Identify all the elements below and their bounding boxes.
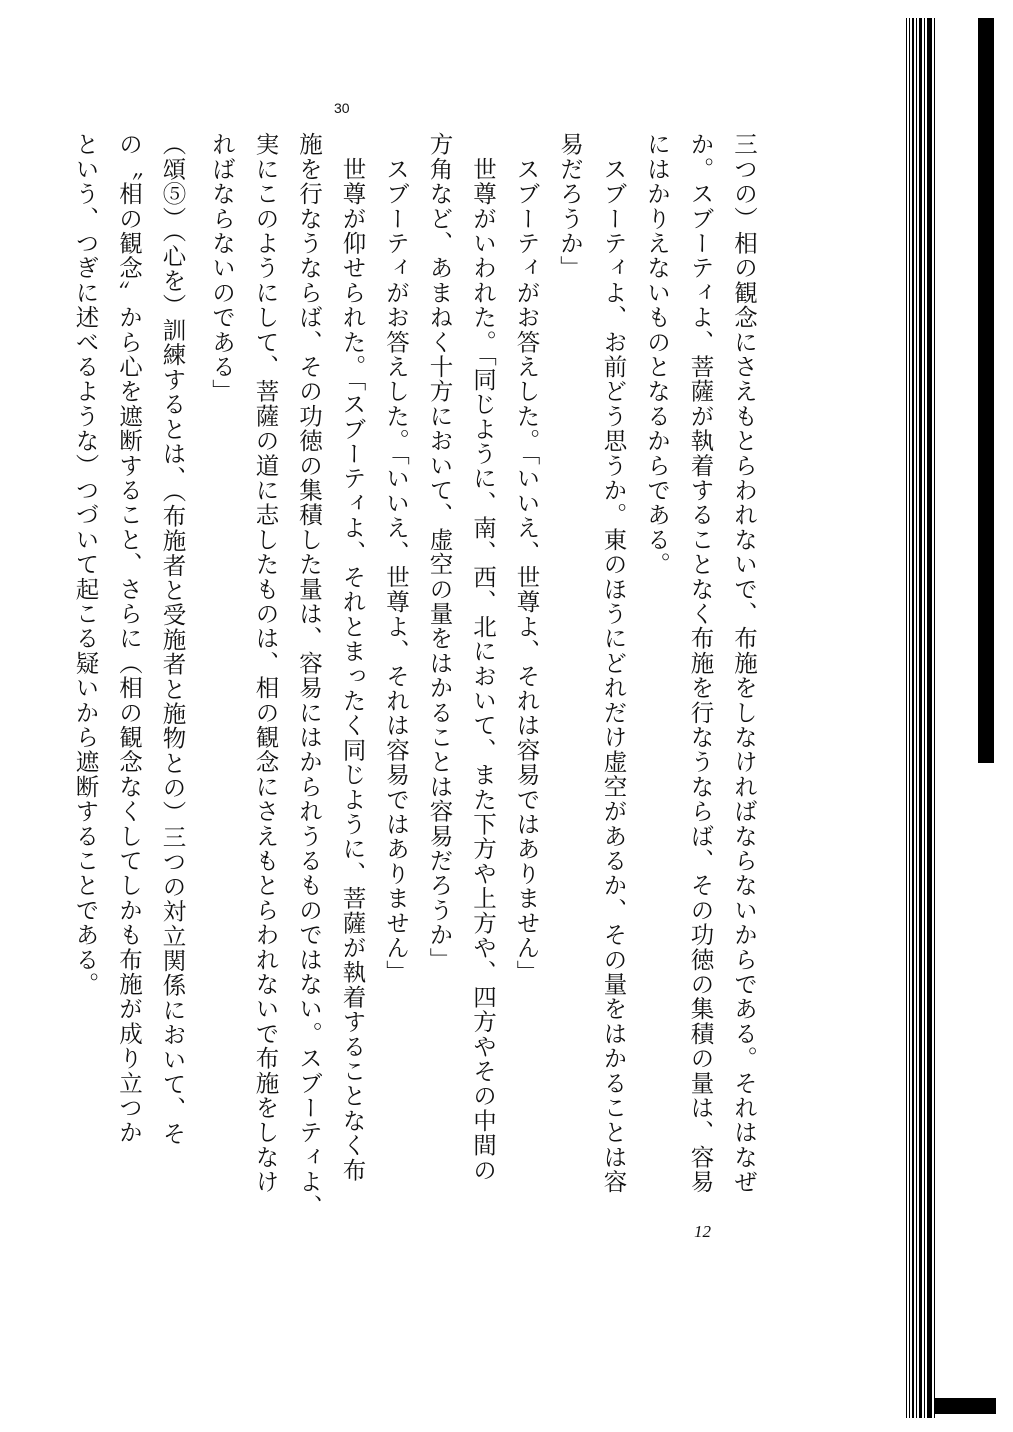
text-column-4: スブーティよ、お前どう思うか。東のほうにどれだけ虚空があるか、その量をはかることは容 [599,132,628,1195]
text-column-14: （頌⑤）（心を）訓練するとは、（布施者と受施者と施物との）三つの対立関係において、そ [158,132,187,1146]
scan-edge-marks [906,18,996,1418]
text-column-3: にはかりえないものとなるからである。 [643,132,671,577]
text-column-16: という、つぎに述べるような）つづいて起こる疑いから遮断することである。 [71,132,100,997]
page-number-side: 12 [694,1222,711,1241]
text-column-13: ればならないのである」 [208,132,236,404]
vertical-text-body [63,132,765,1232]
text-column-9: スブーティがお答えした。「いいえ、世尊よ、それは容易ではありません」 [382,132,410,985]
text-column-6: スブーティがお答えした。「いいえ、世尊よ、それは容易ではありません」 [512,132,541,985]
text-column-15: の〝相の観念〟から心を遮断すること、さらに（相の観念なくしてしかも布施が成り立つか [115,132,143,1145]
text-column-1: 三つの）相の観念にさえもとらわれないで、布施をしなければならないからである。それはなぜ [730,132,758,1195]
text-column-11: 施を行なうならば、その功徳の集積した量は、容易にはかられうるものではない。スブーティよ、 [295,132,323,1219]
text-column-8: 方角など、あまねく十方において、虚空の量をはかることは容易だろうか」 [425,132,454,972]
text-column-2: か。スブーティよ、菩薩が執着することなく布施を行なうならば、その功徳の集積の量は、容易 [686,132,715,1195]
page-number-top: 30 [334,100,350,116]
text-column-7: 世尊がいわれた。「同じように、南、西、北において、また下方や上方や、四方やその中間の [469,132,497,1183]
text-column-5: 易だろうか」 [556,132,584,281]
text-column-12: 実にこのようにして、菩薩の道に志したものは、相の観念にさえもとらわれないで布施をしなけ [251,132,280,1195]
text-column-10: 世尊が仰せられた。「スブーティよ、それとまったく同じように、菩薩が執着することなく布 [338,132,367,1183]
